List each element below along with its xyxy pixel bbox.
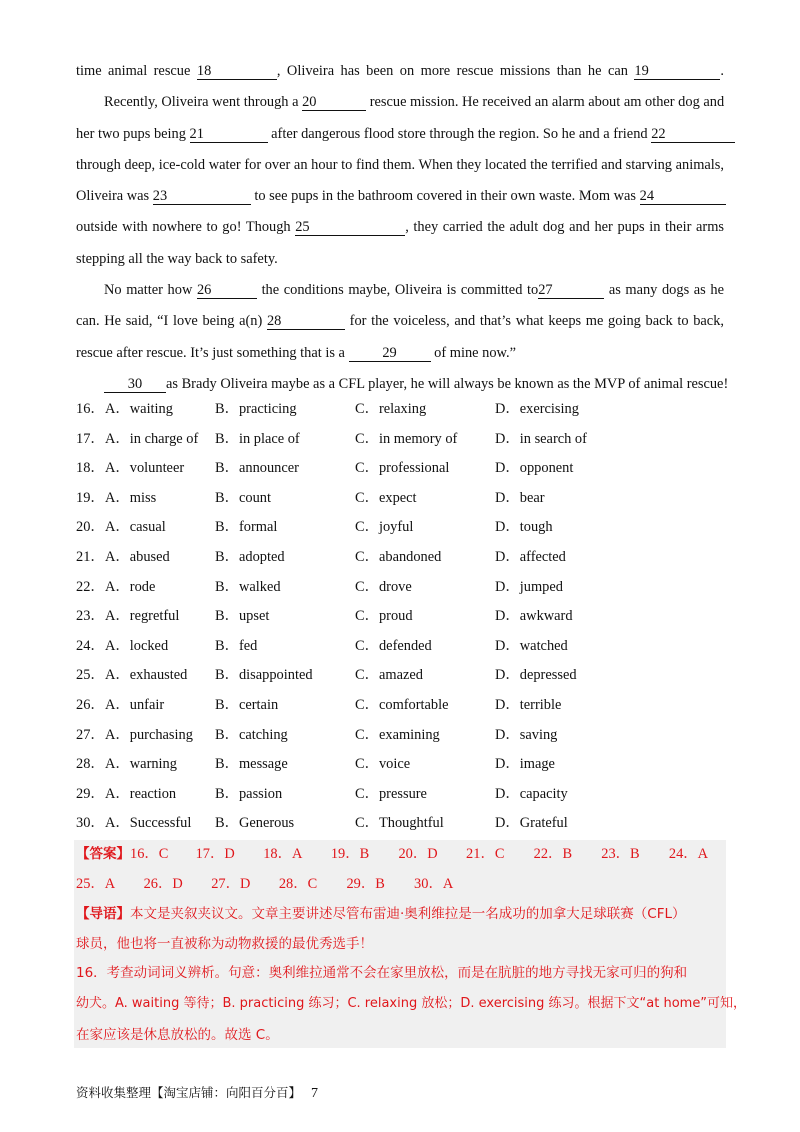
- option-row: 18． A．volunteer B．announcer C．professional D．opponent: [76, 460, 574, 477]
- blank-22: 22: [651, 126, 735, 143]
- option-row: 21． A．abused B．adopted C．abandoned D．affected: [76, 548, 566, 565]
- blank-23: 23: [153, 188, 251, 205]
- passage-line: outside with nowhere to go! Though 25 , they carried the adult dog and her pups in their arms: [76, 219, 724, 236]
- blank-28: 28: [267, 313, 345, 330]
- guide-line-1: 【导语】本文是夹叙夹议文。文章主要讲述尽管布雷迪·奥利维拉是一名成功的加拿大足球联赛（CFL）: [76, 906, 686, 922]
- cloze-passage: [76, 58, 729, 402]
- guide-line-2: 球员，他也将一直被称为动物救援的最优秀选手！: [76, 936, 373, 952]
- passage-line: through deep, ice-cold water for over an hour to find them. When they located the terrified and starving animals,: [76, 156, 724, 173]
- options-list: [76, 396, 724, 840]
- option-row: 23． A．regretful B．upset C．proud D．awkward: [76, 608, 573, 625]
- answer-key-row-2: 25．A 26．D 27．D 28．C 29．B 30．A: [76, 876, 454, 892]
- option-row: 19． A．miss B．count C．expect D．bear: [76, 489, 545, 506]
- blank-19: 19: [634, 63, 720, 80]
- passage-line: Oliveira was 23 to see pups in the bathroom covered in their own waste. Mom was 24: [76, 183, 724, 214]
- passage-line: 30 as Brady Oliveira maybe as a CFL player, he will always be known as the MVP of animal rescue!: [76, 371, 724, 402]
- guide-label: 【导语】: [76, 906, 130, 922]
- option-row: 30． A．Successful B．Generous C．Thoughtful D．Grateful: [76, 815, 568, 832]
- page-number: 7: [311, 1086, 319, 1101]
- blank-24: 24: [640, 188, 726, 205]
- passage-line: her two pups being 21 after dangerous flood store through the region. So he and a friend 22: [76, 121, 724, 152]
- blank-26: 26: [197, 282, 257, 299]
- analysis-line-3: 在家应该是休息放松的。故选 C。: [76, 1027, 279, 1043]
- passage-line: No matter how 26 the conditions maybe, Oliveira is committed to27 as many dogs as he: [104, 282, 724, 299]
- passage-line: can. He said, “I love being a(n) 28 for the voiceless, and that’s what keeps me going back to back,: [76, 313, 724, 330]
- option-row: 20． A．casual B．formal C．joyful D．tough: [76, 519, 553, 536]
- passage-line: Recently, Oliveira went through a 20 rescue mission. He received an alarm about am other dog and: [104, 94, 725, 111]
- answer-key-row-1: 【答案】16．C 17．D 18．A 19．B 20．D 21．C 22．B 23．B 24．A: [76, 846, 709, 862]
- option-row: 22． A．rode B．walked C．drove D．jumped: [76, 578, 563, 595]
- analysis-line-2: 幼犬。A. waiting 等待；B. practicing 练习；C. relaxing 放松；D. exercising 练习。根据下文“at home”可知，: [76, 996, 747, 1011]
- passage-line: stepping all the way back to safety.: [76, 250, 278, 267]
- option-row: 28． A．warning B．message C．voice D．image: [76, 756, 555, 773]
- blank-20: 20: [302, 94, 366, 111]
- option-row: 26． A．unfair B．certain C．comfortable D．terrible: [76, 696, 562, 713]
- blank-25: 25: [295, 219, 405, 236]
- page-footer: [76, 1083, 318, 1102]
- passage-line: rescue after rescue. It’s just something that is a 29 of mine now.”: [76, 344, 516, 361]
- blank-27: 27: [538, 282, 604, 299]
- footer-source: 资料收集整理【淘宝店铺：向阳百分百】: [76, 1085, 302, 1100]
- option-row: 17． A．in charge of B．in place of C．in memory of D．in search of: [76, 430, 587, 447]
- option-row: 27． A．purchasing B．catching C．examining D．saving: [76, 726, 558, 743]
- option-row: 16． A．waiting B．practicing C．relaxing D．exercising: [76, 401, 579, 417]
- blank-29: 29: [349, 345, 431, 362]
- option-row: 24． A．locked B．fed C．defended D．watched: [76, 637, 568, 654]
- blank-21: 21: [190, 126, 268, 143]
- answer-label: 【答案】: [76, 846, 130, 862]
- blank-18: 18: [197, 63, 277, 80]
- blank-30: 30: [104, 376, 166, 393]
- passage-line: time animal rescue 18 , Oliveira has been on more rescue missions than he can 19 .: [76, 63, 725, 79]
- option-row: 25． A．exhausted B．disappointed C．amazed D．depressed: [76, 667, 577, 684]
- option-row: 29． A．reaction B．passion C．pressure D．capacity: [76, 785, 568, 802]
- analysis-line-1: 16．考查动词词义辨析。句意：奥利维拉通常不会在家里放松，而是在肮脏的地方寻找无家可归的狗和: [76, 965, 688, 981]
